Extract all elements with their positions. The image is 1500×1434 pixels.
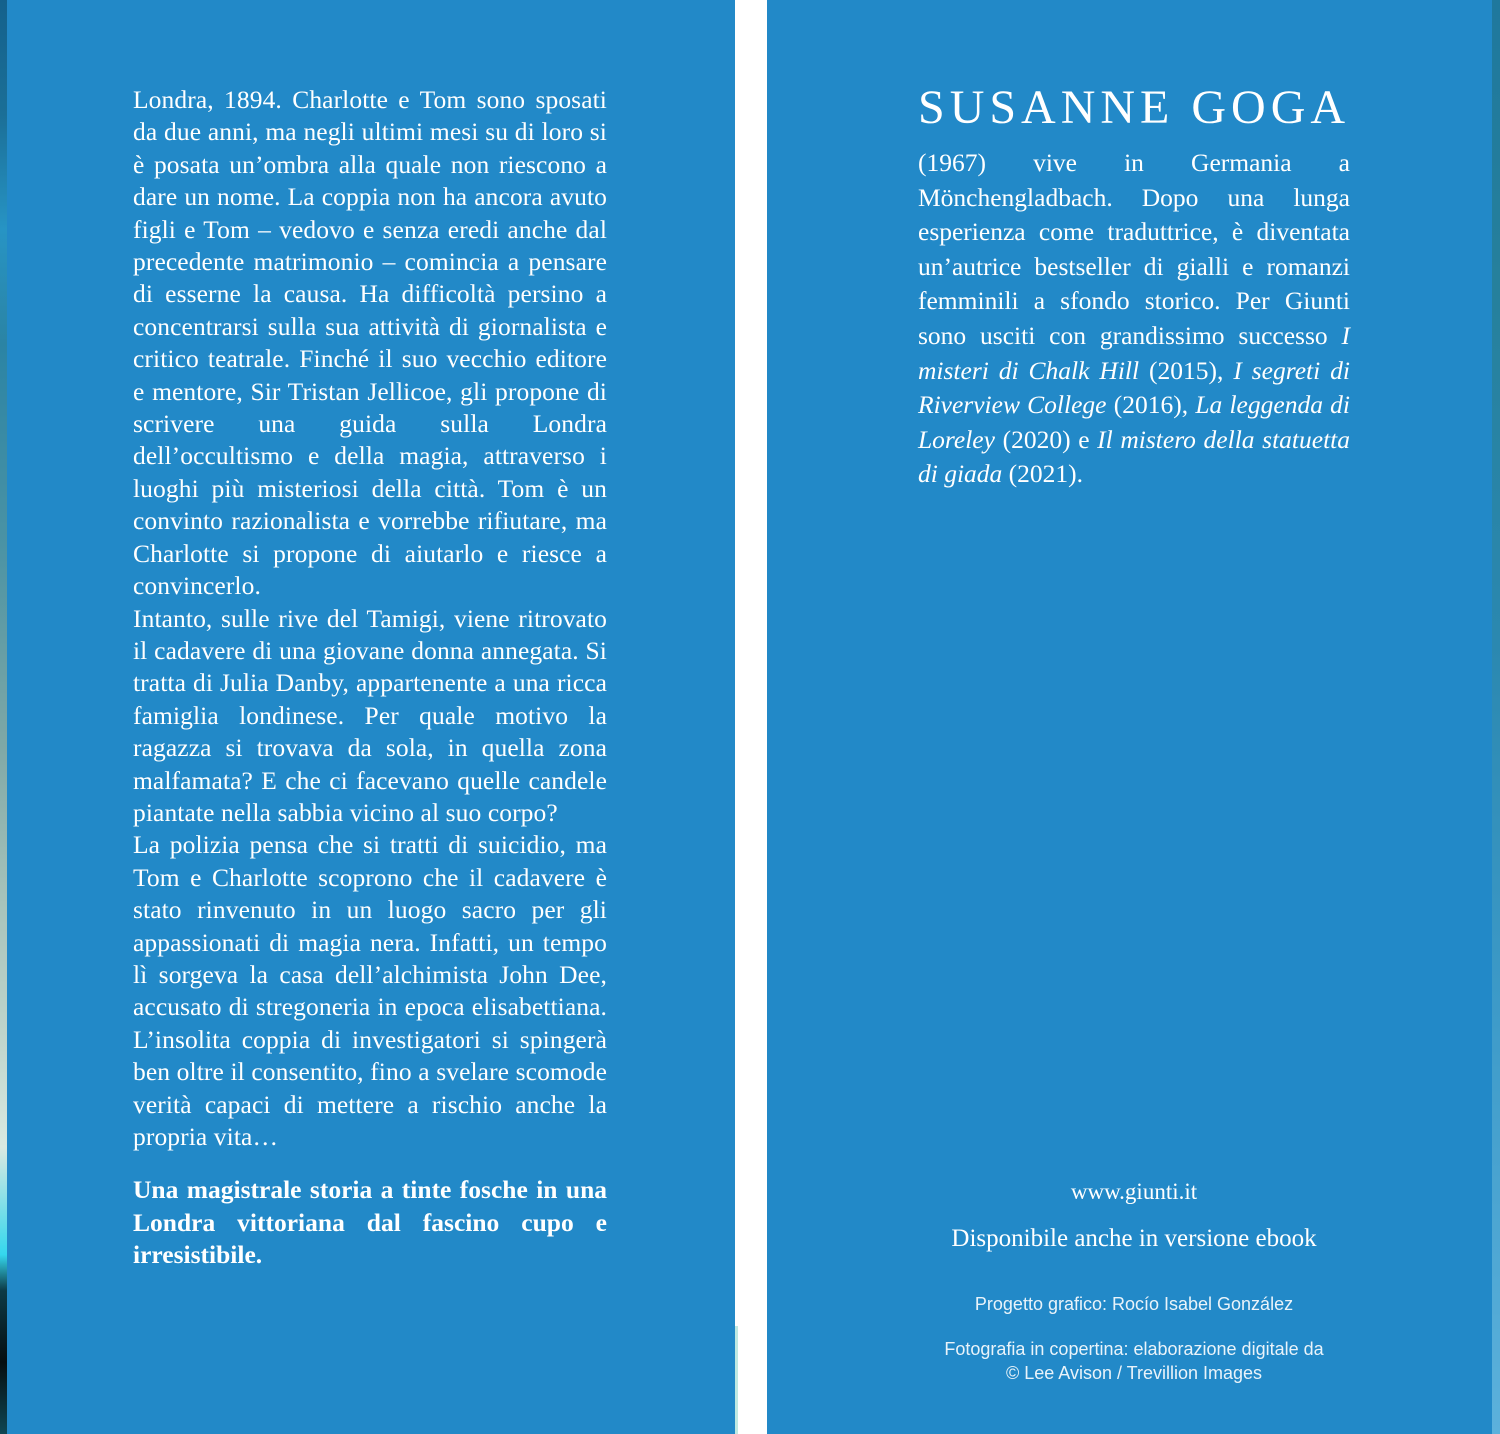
design-credit: Progetto grafico: Rocío Isabel González <box>974 1294 1294 1314</box>
flap-fold-gap <box>735 0 767 1434</box>
ebook-availability-note: Disponibile anche in versione ebook <box>951 1225 1317 1252</box>
photo-credit-line-1: Fotografia in copertina: elaborazione digitale da <box>944 1339 1324 1359</box>
bio-text-2: (2015), <box>1139 355 1234 385</box>
author-bio-flap-panel <box>767 0 1492 1434</box>
bio-text-4: (2020) e <box>994 424 1098 454</box>
cover-photo-sliver-left <box>0 0 7 1434</box>
book-title-loreley: La leggenda di Loreley <box>918 390 1351 454</box>
synopsis-paragraph-1: Londra, 1894. Charlotte e Tom sono sposati da due anni, ma negli ultimi mesi su di loro si è posata un’ombra alla quale non riescono a dare un nome. La coppia non ha ancora avuto figli e Tom – vedovo e senza eredi anche dal precedente matrimonio – comincia a pensare di esserne la causa. Ha difficoltà persino a concentrarsi sulla sua attività di giornalista e critico teatrale. Finché il suo vecchio editore e mentore, Sir Tristan Jellicoe, gli propone di scrivere una guida sulla Londra dell’occultismo e della magia, attraverso i luoghi più misteriosi della città. Tom è un convinto razionalista e vorrebbe rifiutare, ma Charlotte si propone di aiutarlo e riesce a convincerlo. <box>133 85 607 601</box>
book-title-riverview-college: I segreti di Riverview College <box>918 355 1350 420</box>
author-bio <box>918 146 1350 492</box>
tagline: Una magistrale storia a tinte fosche in una Londra vittoriana dal fascino cupo e irresistibile. <box>133 1175 607 1270</box>
book-title-chalk-hill: I misteri di Chalk Hill <box>918 320 1350 385</box>
bio-text-5: (2021). <box>1002 459 1084 489</box>
fold-edge-highlight <box>735 1326 738 1434</box>
synopsis-flap-panel <box>7 0 735 1434</box>
bio-text-1: (1967) vive in Germania a Mönchengladbach. Dopo una lunga esperienza come traduttrice, è diventata un’autrice bestseller di gialli e romanzi femminili a sfondo storico. Per Giunti sono usciti con grandissimo successo <box>918 148 1350 350</box>
synopsis-paragraph-2: Intanto, sulle rive del Tamigi, viene ritrovato il cadavere di una giovane donna annegata. Si tratta di Julia Danby, appartenente a una ricca famiglia londinese. Per quale motivo la ragazza si trovava da sola, in quella zona malfamata? E che ci facevano quelle candele piantate nella sabbia vicino al suo corpo? <box>133 603 607 827</box>
cover-photo-sliver-right <box>1492 0 1500 1434</box>
website-url: www.giunti.it <box>1070 1179 1198 1204</box>
bio-text-3: (2016), <box>1106 390 1196 420</box>
synopsis-paragraph-3: La polizia pensa che si tratti di suicidio, ma Tom e Charlotte scoprono che il cadavere è stato rinvenuto in un luogo sacro per gli appassionati di magia nera. Infatti, un tempo lì sorgeva la casa dell’alchimista John Dee, accusato di stregoneria in epoca elisabettiana. L’insolita coppia di investigatori si spingerà ben oltre il consentito, fino a svelare scomode verità capaci di mettere a rischio anche la propria vita… <box>133 830 607 1151</box>
flap-footer <box>918 1178 1350 1385</box>
book-title-statuetta-di-giada: Il mistero della statuetta di giada <box>918 424 1350 489</box>
photo-credit <box>918 1337 1350 1385</box>
photo-credit-line-2: © Lee Avison / Trevillion Images <box>1005 1363 1263 1383</box>
author-name: SUSANNE GOGA <box>918 81 1351 134</box>
